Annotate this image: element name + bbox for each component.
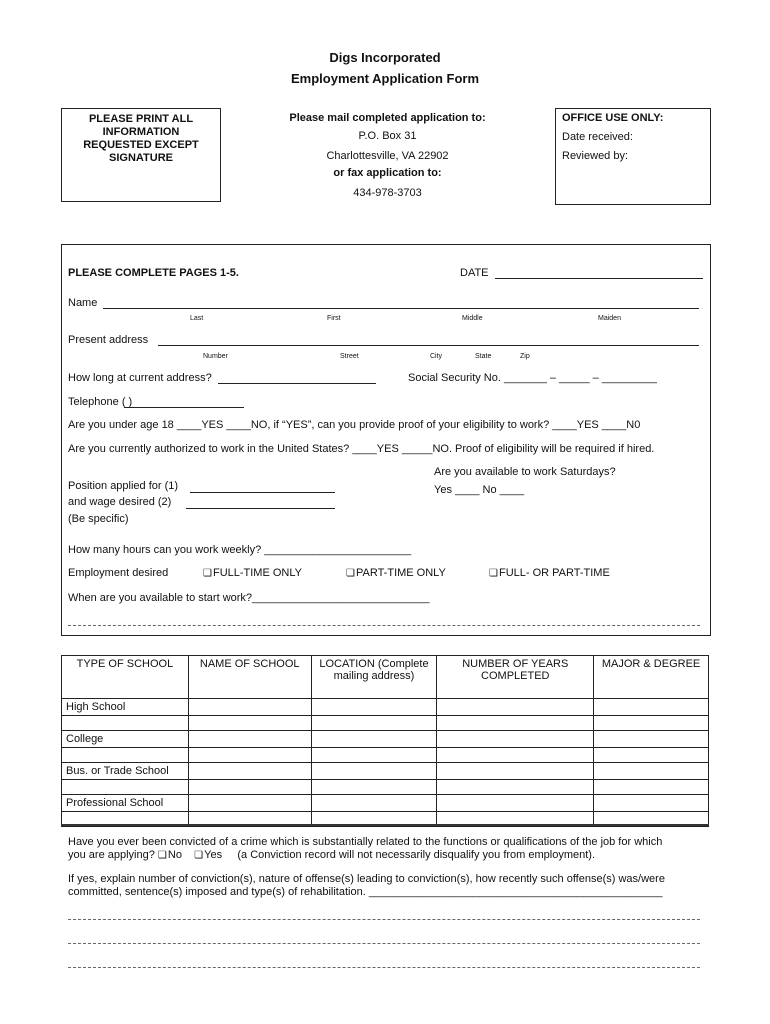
- position-field-2[interactable]: [186, 508, 335, 509]
- table-cell[interactable]: [594, 780, 709, 795]
- table-row: [62, 716, 709, 731]
- checkbox-icon[interactable]: ❏: [157, 850, 167, 861]
- school-type-cell: Professional School: [62, 795, 189, 812]
- name-first-caption: First: [327, 315, 341, 322]
- employment-desired-label: Employment desired: [68, 567, 169, 579]
- table-cell: [62, 780, 189, 795]
- table-cell: [62, 716, 189, 731]
- name-middle-caption: Middle: [462, 315, 483, 322]
- mail-city: Charlottesville, VA 22902: [326, 150, 449, 162]
- table-row: [62, 795, 709, 812]
- table-cell[interactable]: [594, 716, 709, 731]
- table-cell[interactable]: [311, 795, 437, 812]
- table-cell[interactable]: [594, 763, 709, 780]
- print-notice-box: [61, 108, 221, 202]
- school-type-cell: Bus. or Trade School: [62, 763, 189, 780]
- table-row: [62, 763, 709, 780]
- col-location: LOCATION (Complete mailing address): [311, 656, 437, 699]
- position-field-1[interactable]: [190, 492, 335, 493]
- conviction-answer-line[interactable]: [68, 919, 700, 920]
- conviction-answer-line[interactable]: [68, 967, 700, 968]
- position-label-3: (Be specific): [68, 513, 129, 525]
- table-cell[interactable]: [437, 780, 594, 795]
- conviction-answer-line[interactable]: [68, 943, 700, 944]
- conviction-explain-line2: committed, sentence(s) imposed and type(s) of rehabilitation. ________________________________________________: [68, 886, 663, 898]
- table-cell[interactable]: [437, 748, 594, 763]
- addr-state-caption: State: [475, 353, 492, 360]
- full-or-part-time-label: FULL- OR PART-TIME: [498, 567, 610, 579]
- part-time-label: PART-TIME ONLY: [355, 567, 446, 579]
- table-cell[interactable]: [188, 716, 311, 731]
- name-last-caption: Last: [190, 315, 204, 322]
- table-cell[interactable]: [311, 716, 437, 731]
- ssn-label: Social Security No. _______ – _____ – _________: [408, 372, 657, 384]
- table-row: [62, 780, 709, 795]
- conviction-question-line2: [68, 849, 595, 861]
- office-use-box: [555, 108, 711, 205]
- section-divider: [61, 824, 709, 826]
- table-cell[interactable]: [594, 699, 709, 716]
- school-type-cell: College: [62, 731, 189, 748]
- table-cell[interactable]: [188, 795, 311, 812]
- table-row: [62, 748, 709, 763]
- form-title: Employment Application Form: [290, 71, 480, 86]
- reviewed-by-label: Reviewed by:: [562, 150, 629, 162]
- table-cell[interactable]: [188, 780, 311, 795]
- addr-number-caption: Number: [203, 353, 228, 360]
- table-cell[interactable]: [311, 748, 437, 763]
- saturdays-answer: Yes ____ No ____: [434, 484, 525, 496]
- conviction-no-label: No: [167, 849, 182, 861]
- telephone-field[interactable]: [124, 407, 244, 408]
- col-type-of-school: TYPE OF SCHOOL: [62, 656, 189, 699]
- table-row: [62, 731, 709, 748]
- table-cell[interactable]: [437, 716, 594, 731]
- checkbox-icon[interactable]: ❏: [346, 568, 355, 579]
- table-cell[interactable]: [437, 731, 594, 748]
- table-cell: [62, 748, 189, 763]
- table-cell[interactable]: [311, 731, 437, 748]
- table-row: [62, 699, 709, 716]
- table-cell[interactable]: [188, 731, 311, 748]
- full-or-part-time-option[interactable]: [489, 567, 610, 579]
- office-use-title: OFFICE USE ONLY:: [562, 112, 664, 124]
- date-label: DATE: [460, 267, 489, 279]
- addr-street-caption: Street: [340, 353, 359, 360]
- fax-label: or fax application to:: [333, 167, 442, 179]
- education-table: [61, 655, 709, 827]
- col-years-completed: NUMBER OF YEARS COMPLETED: [437, 656, 594, 699]
- conviction-question-text: you are applying?: [68, 849, 155, 861]
- name-maiden-caption: Maiden: [598, 315, 621, 322]
- work-authorization-question: Are you currently authorized to work in the United States? ____YES _____NO. Proof of eligibility will be required if hired.: [68, 443, 655, 455]
- checkbox-icon[interactable]: ❏: [489, 568, 498, 579]
- table-cell[interactable]: [594, 748, 709, 763]
- name-field[interactable]: [103, 308, 699, 309]
- table-cell[interactable]: [311, 699, 437, 716]
- complete-pages-notice: PLEASE COMPLETE PAGES 1-5.: [68, 267, 239, 279]
- school-type-cell: High School: [62, 699, 189, 716]
- mail-po-box: P.O. Box 31: [358, 130, 417, 142]
- print-notice-text: PLEASE PRINT ALL INFORMATION REQUESTED EXCEPT SIGNATURE: [83, 113, 199, 164]
- table-cell[interactable]: [594, 731, 709, 748]
- table-cell[interactable]: [188, 699, 311, 716]
- table-cell[interactable]: [311, 763, 437, 780]
- telephone-label: Telephone ( ): [68, 396, 133, 408]
- table-cell[interactable]: [188, 748, 311, 763]
- conviction-disclaimer: (a Conviction record will not necessarily disqualify you from employment).: [237, 849, 596, 861]
- table-cell[interactable]: [311, 780, 437, 795]
- company-name: Digs Incorporated: [329, 50, 441, 65]
- name-label: Name: [68, 297, 98, 309]
- date-field[interactable]: [495, 278, 703, 279]
- checkbox-icon[interactable]: ❏: [194, 850, 204, 861]
- table-cell[interactable]: [437, 795, 594, 812]
- col-major-degree: MAJOR & DEGREE: [594, 656, 709, 699]
- conviction-yes-label: Yes: [204, 849, 223, 861]
- start-date-extra-line[interactable]: [68, 625, 700, 626]
- addr-zip-caption: Zip: [520, 353, 530, 360]
- start-date-question: When are you available to start work?_____________________________: [68, 592, 430, 604]
- date-received-label: Date received:: [562, 131, 633, 143]
- how-long-label: How long at current address?: [68, 372, 212, 384]
- conviction-explain-line1: If yes, explain number of conviction(s), nature of offense(s) leading to conviction(s), how recently such offense(s) was/were: [68, 873, 665, 885]
- checkbox-icon[interactable]: ❏: [203, 568, 212, 579]
- conviction-question-line1: Have you ever been convicted of a crime which is substantially related to the functions or qualifications of the job for which: [68, 836, 663, 848]
- fax-number: 434-978-3703: [353, 187, 422, 199]
- saturdays-question: Are you available to work Saturdays?: [434, 466, 616, 478]
- table-cell[interactable]: [437, 763, 594, 780]
- hours-question: How many hours can you work weekly? ________________________: [68, 544, 412, 556]
- position-label-2: and wage desired (2): [68, 496, 172, 508]
- education-header-row: [62, 656, 709, 699]
- how-long-field[interactable]: [218, 383, 376, 384]
- col-name-of-school: NAME OF SCHOOL: [188, 656, 311, 699]
- address-field[interactable]: [158, 345, 699, 346]
- addr-city-caption: City: [430, 353, 443, 360]
- part-time-option[interactable]: [346, 567, 446, 579]
- address-label: Present address: [68, 334, 149, 346]
- mail-label: Please mail completed application to:: [289, 112, 486, 124]
- under-18-question: Are you under age 18 ____YES ____NO, if “YES”, can you provide proof of your eligibility to work? ____YES ____N0: [68, 419, 641, 431]
- table-cell[interactable]: [594, 795, 709, 812]
- table-cell[interactable]: [188, 763, 311, 780]
- table-cell[interactable]: [437, 699, 594, 716]
- full-time-label: FULL-TIME ONLY: [212, 567, 302, 579]
- full-time-option[interactable]: [203, 567, 302, 579]
- position-label-1: Position applied for (1): [68, 480, 179, 492]
